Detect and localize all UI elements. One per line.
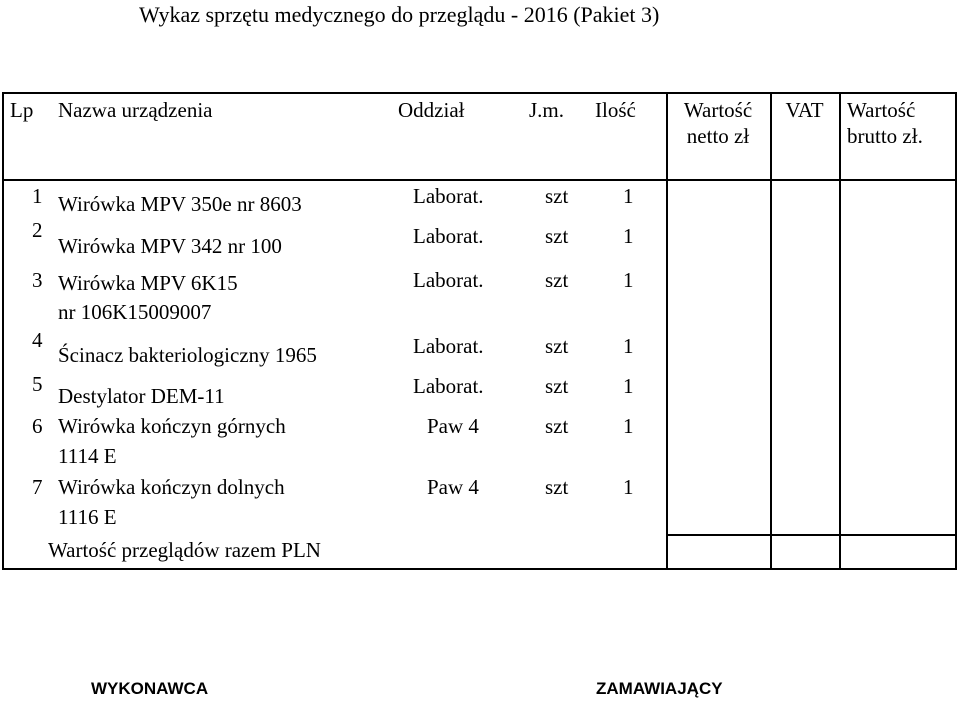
row-5-lp: 5 [32,372,43,396]
row-7-name-line2: 1116 E [58,505,117,529]
contractor-signature-label: WYKONAWCA [91,679,209,698]
row-4-lp: 4 [32,328,43,352]
total-label: Wartość przeglądów razem PLN [48,538,321,562]
header-unit: J.m. [529,98,565,122]
row-3-dept: Laborat. [413,268,484,292]
row-7-lp: 7 [32,475,43,499]
row-3-name: Wirówka MPV 6K15 [58,271,238,295]
header-vat: VAT [785,98,824,122]
row-6-unit: szt [545,414,569,438]
row-5-name: Destylator DEM-11 [58,384,225,408]
row-7-dept: Paw 4 [427,475,479,499]
row-7-qty: 1 [623,475,634,499]
row-5-qty: 1 [623,374,634,398]
col-divider-vat [770,92,772,570]
row-1-lp: 1 [32,184,43,208]
row-4-qty: 1 [623,334,634,358]
row-6-qty: 1 [623,414,634,438]
header-gross-1: Wartość [847,98,916,122]
row-2-name: Wirówka MPV 342 nr 100 [58,234,282,258]
col-divider-gross [839,92,841,570]
row-4-dept: Laborat. [413,334,484,358]
row-2-lp: 2 [32,218,43,242]
row-6-dept: Paw 4 [427,414,479,438]
row-3-unit: szt [545,268,569,292]
row-2-qty: 1 [623,224,634,248]
row-7-unit: szt [545,475,569,499]
row-6-name: Wirówka kończyn górnych [58,414,286,438]
header-gross-2: brutto zł. [847,124,923,148]
table-border-right [955,92,957,570]
row-1-dept: Laborat. [413,184,484,208]
row-6-lp: 6 [32,414,43,438]
table-border-bottom [2,568,957,570]
equipment-table [2,92,957,570]
row-4-unit: szt [545,334,569,358]
header-name: Nazwa urządzenia [58,98,213,122]
row-3-qty: 1 [623,268,634,292]
total-top-border [666,534,957,536]
row-3-name-line2: nr 106K15009007 [58,300,212,324]
row-2-dept: Laborat. [413,224,484,248]
header-qty: Ilość [595,98,636,122]
row-7-name: Wirówka kończyn dolnych [58,475,285,499]
header-dept: Oddział [398,98,465,122]
header-net-1: Wartość [683,98,753,122]
table-border-top [2,92,957,94]
header-lp: Lp [10,98,34,122]
row-5-unit: szt [545,374,569,398]
col-divider-net [666,92,668,570]
row-2-unit: szt [545,224,569,248]
row-1-name: Wirówka MPV 350e nr 8603 [58,192,302,216]
row-4-name: Ścinacz bakteriologiczny 1965 [58,343,317,367]
document-title: Wykaz sprzętu medycznego do przeglądu - 2016 (Pakiet 3) [139,2,660,27]
row-3-lp: 3 [32,268,43,292]
row-5-dept: Laborat. [413,374,484,398]
row-1-qty: 1 [623,184,634,208]
row-6-name-line2: 1114 E [58,444,117,468]
row-1-unit: szt [545,184,569,208]
header-net-2: netto zł [686,124,750,148]
table-border-left [2,92,4,570]
client-signature-label: ZAMAWIAJĄCY [596,679,723,698]
header-bottom-border [2,179,957,181]
